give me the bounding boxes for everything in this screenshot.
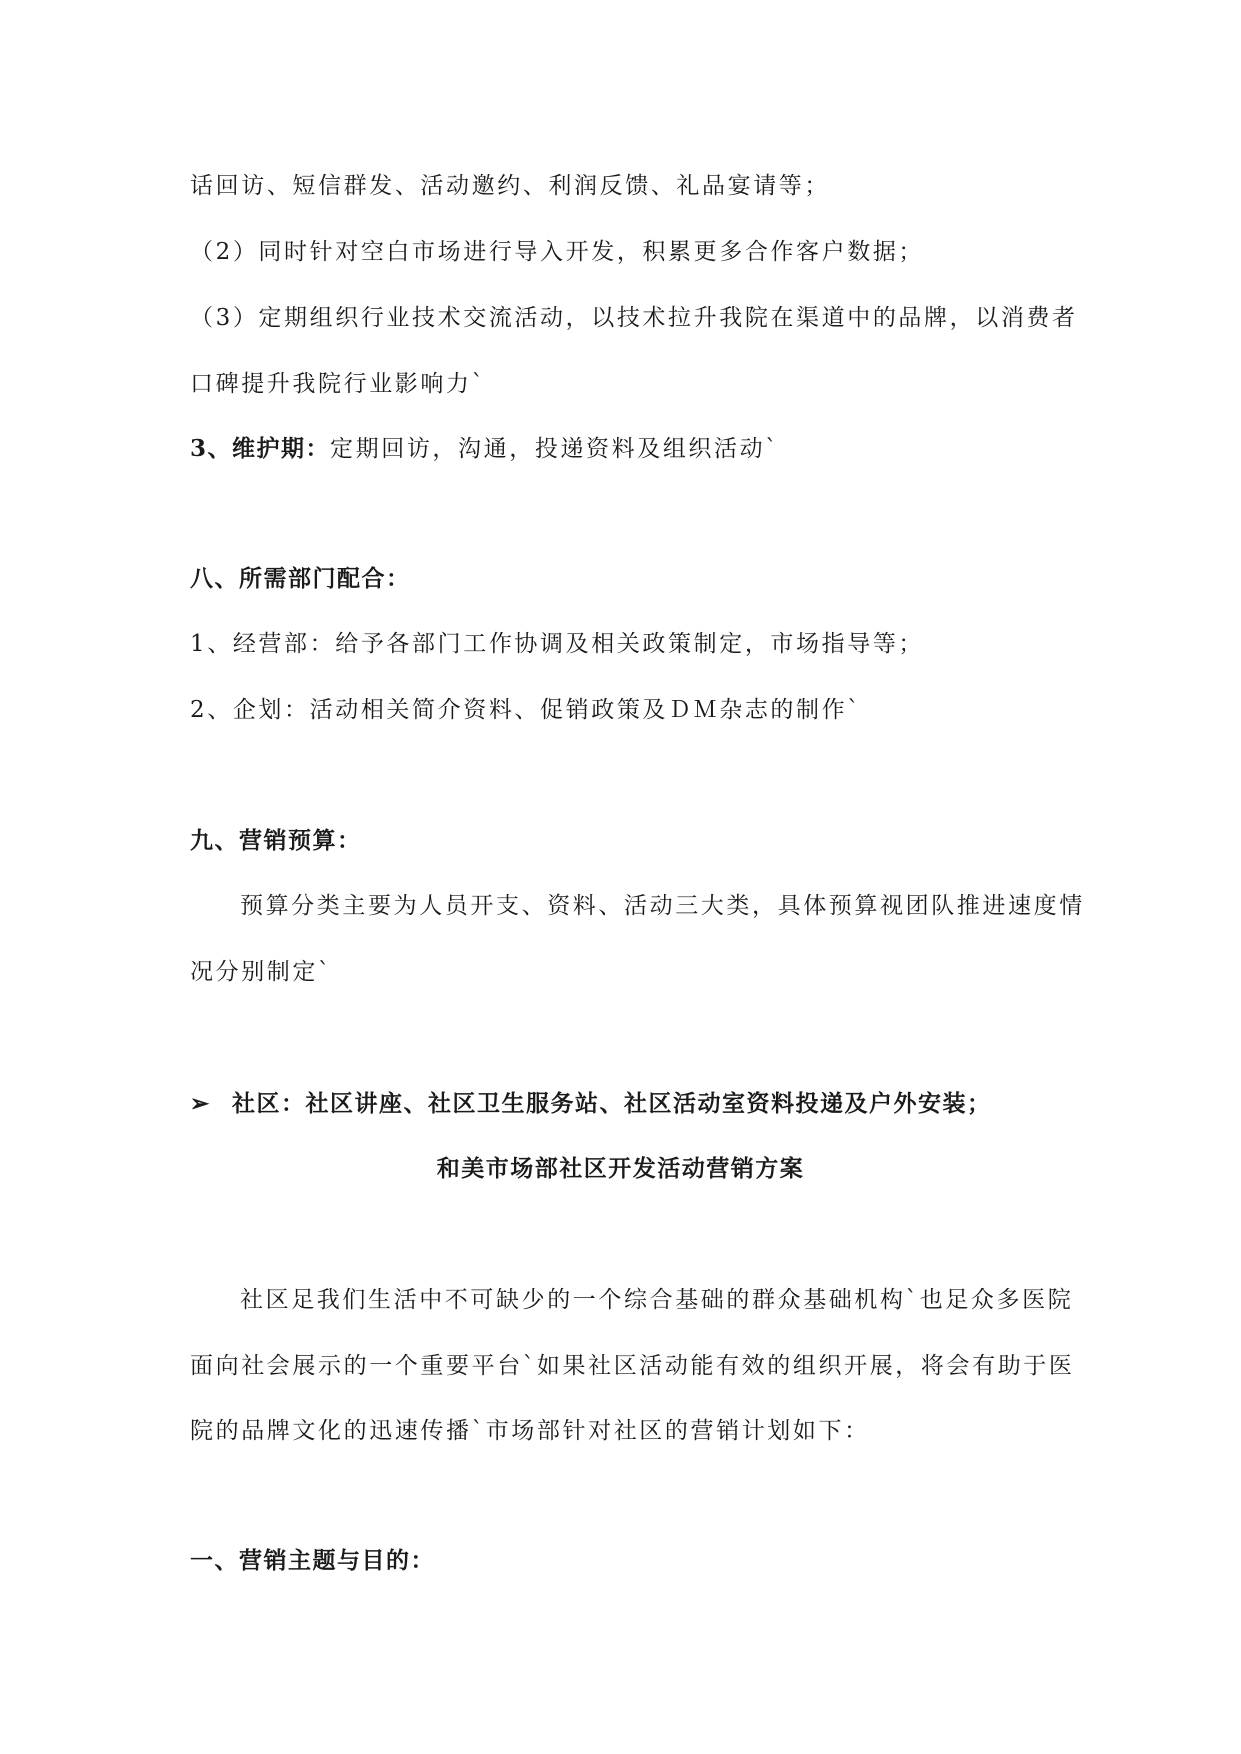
section-heading-1: 一、营销主题与目的： xyxy=(190,1547,435,1574)
list-item-2: （2）同时针对空白市场进行导入开发，积累更多合作客户数据； xyxy=(190,239,925,265)
list-item-dept-1: 1、经营部：给予各部门工作协调及相关政策制定，市场指导等； xyxy=(190,631,925,657)
paragraph-line: 况分别制定` xyxy=(190,959,333,985)
maintenance-label: 3、维护期： xyxy=(190,435,331,462)
paragraph-line: 社区足我们生活中不可缺少的一个综合基础的群众基础机构`也足众多医院 xyxy=(240,1287,1074,1313)
maintenance-line xyxy=(190,433,1081,465)
bullet-line xyxy=(190,1088,1081,1120)
paragraph-line: 口碑提升我院行业影响力` xyxy=(190,371,486,397)
list-item-dept-2: 2、企划：活动相关简介资料、促销政策及ＤＭ杂志的制作` xyxy=(190,697,862,723)
bullet-text: 社区：社区讲座、社区卫生服务站、社区活动室资料投递及户外安装； xyxy=(232,1090,992,1117)
paragraph-line: 面向社会展示的一个重要平台`如果社区活动能有效的组织开展，将会有助于医 xyxy=(190,1353,1075,1379)
document-title: 和美市场部社区开发活动营销方案 xyxy=(436,1155,805,1182)
paragraph-line: 预算分类主要为人员开支、资料、活动三大类，具体预算视团队推进速度情 xyxy=(240,893,1085,919)
paragraph-line: 院的品牌文化的迅速传播`市场部针对社区的营销计划如下： xyxy=(190,1418,870,1444)
section-heading-8: 八、所需部门配合： xyxy=(190,565,411,592)
arrow-bullet-icon: ➢ xyxy=(190,1090,211,1117)
paragraph-line: 话回访、短信群发、活动邀约、利润反馈、礼品宴请等； xyxy=(190,173,830,199)
list-item-3: （3）定期组织行业技术交流活动，以技术拉升我院在渠道中的品牌，以消费者 xyxy=(190,305,1078,331)
maintenance-text: 定期回访，沟通，投递资料及组织活动` xyxy=(330,436,780,462)
section-heading-9: 九、营销预算： xyxy=(190,827,362,854)
